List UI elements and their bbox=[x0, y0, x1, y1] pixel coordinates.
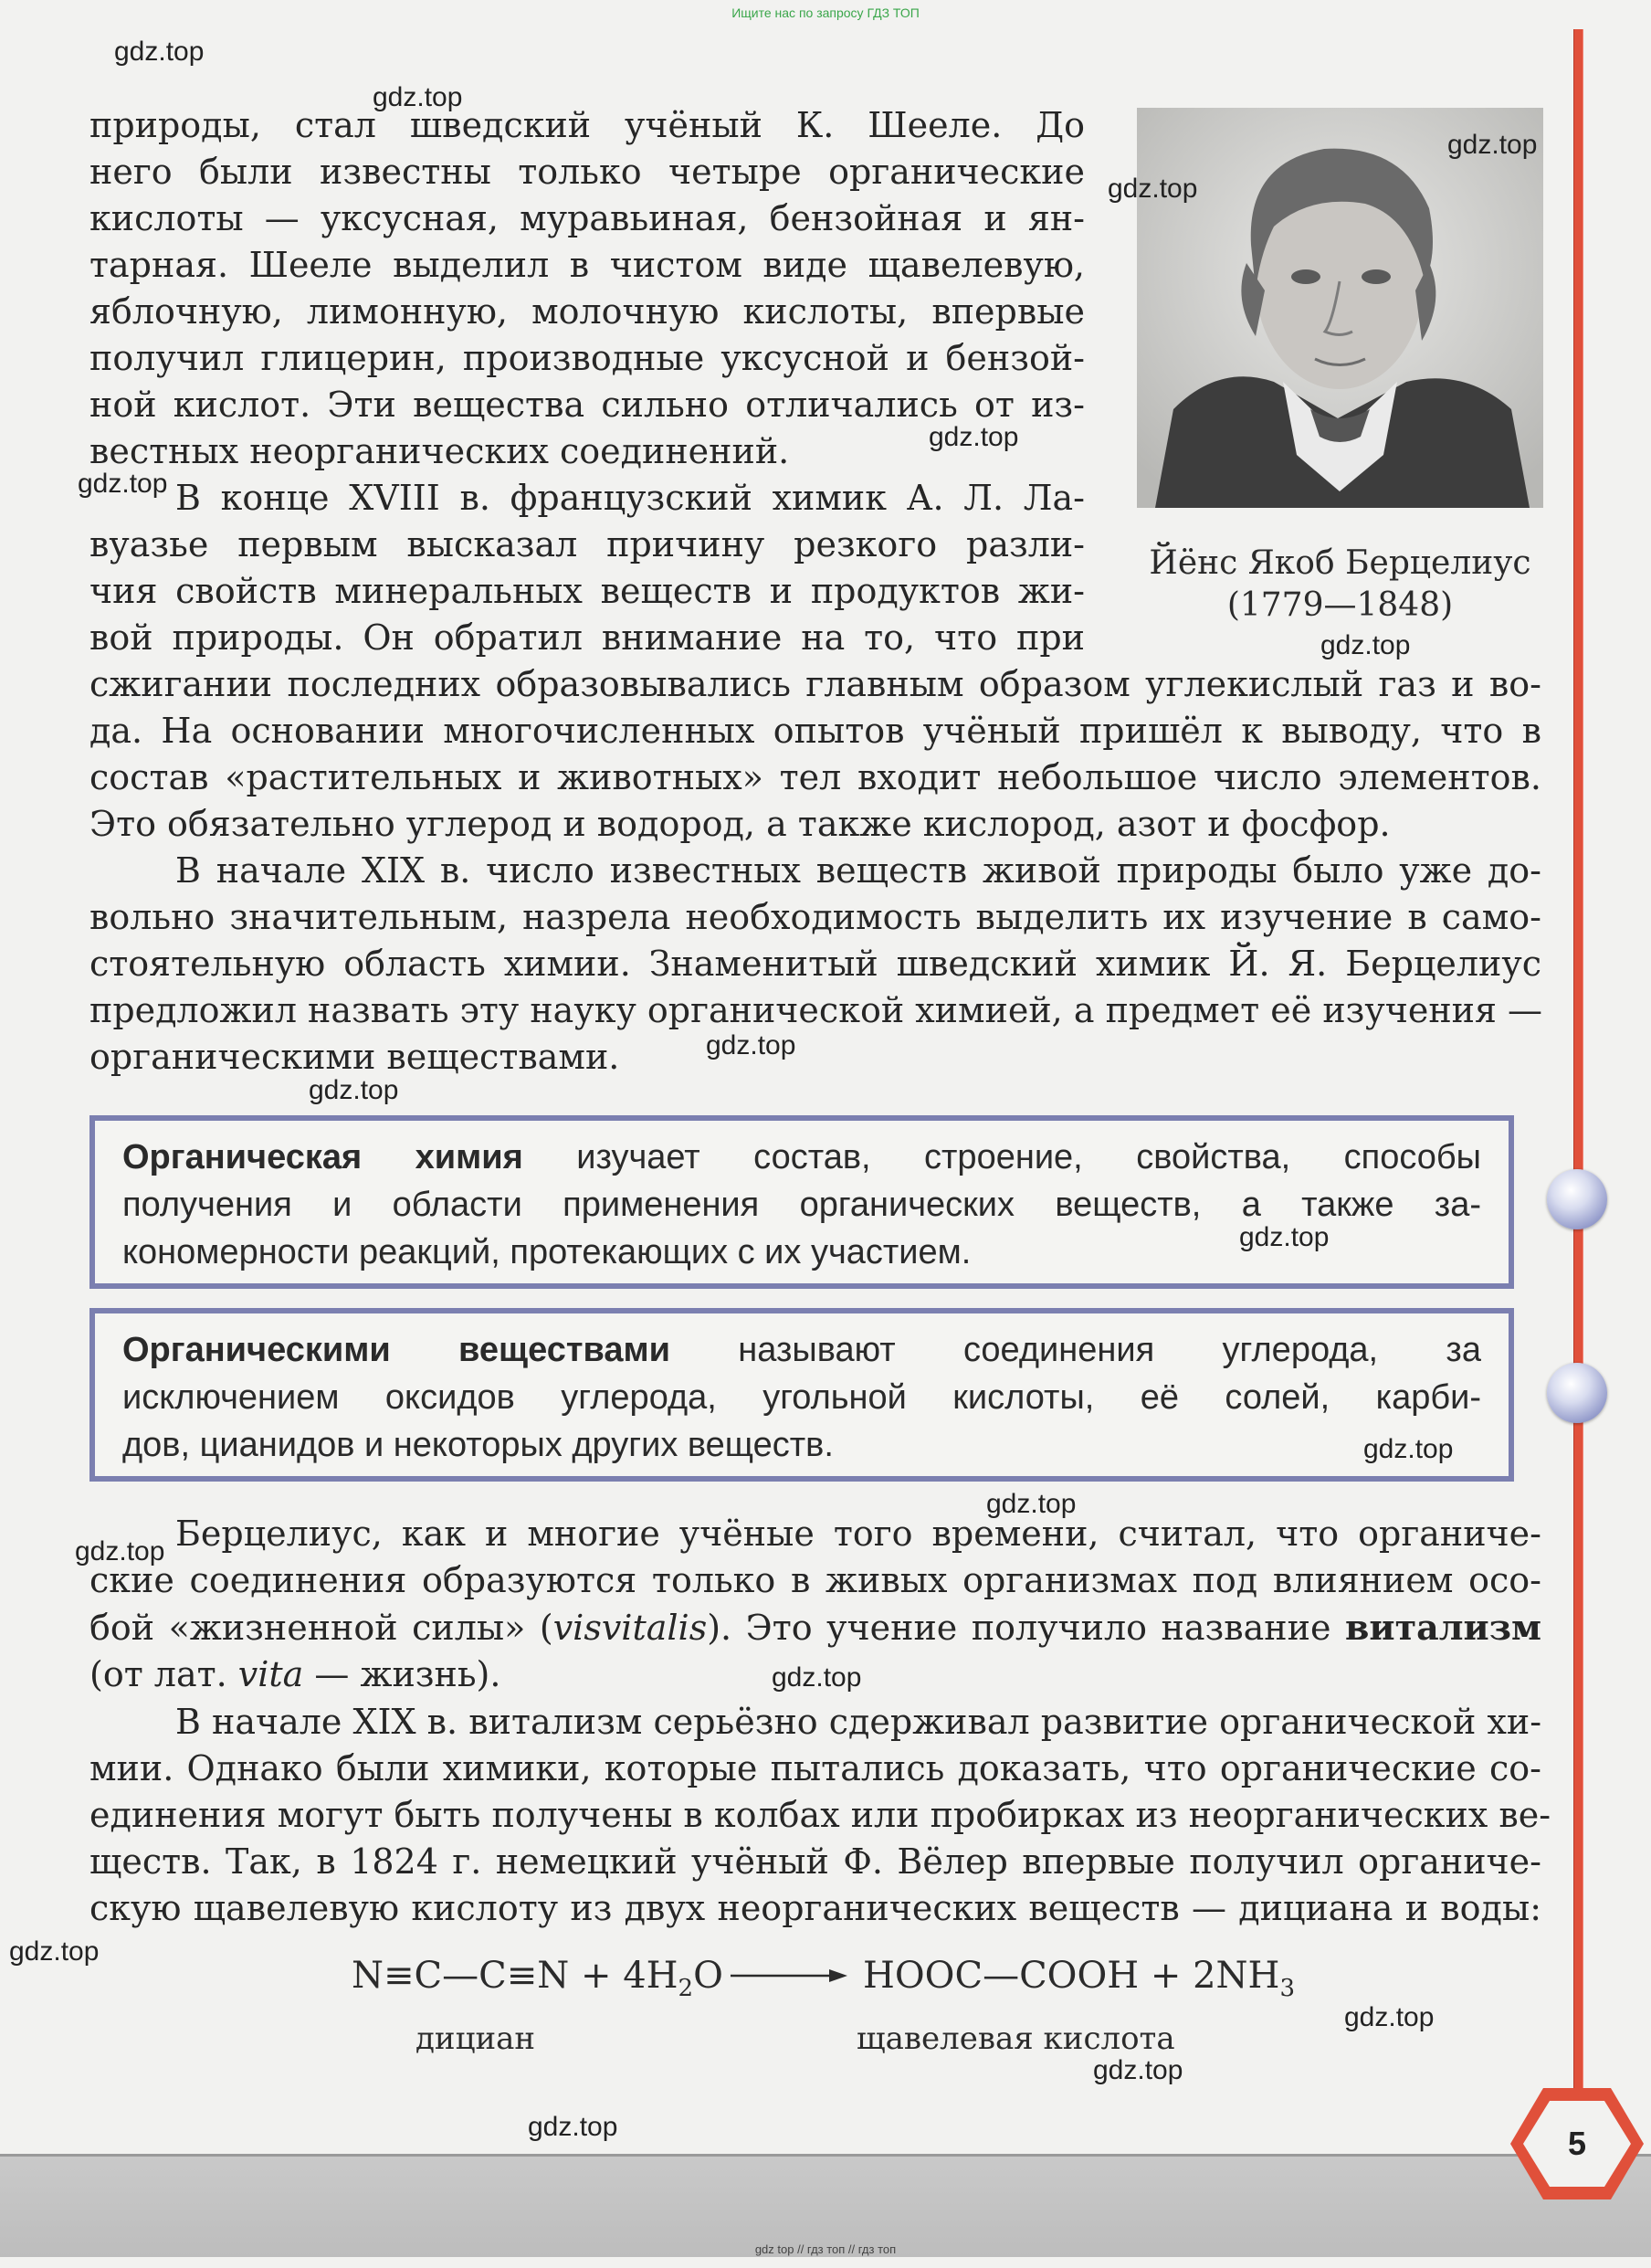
definition-text: называют соединения углерода, за bbox=[669, 1331, 1481, 1369]
text-fragment: бой «жизненной силы» ( bbox=[89, 1608, 553, 1648]
text-line: сжигании последних образовывались главным образом углекислый газ и во- bbox=[89, 664, 1541, 704]
label-dicyan: дициан bbox=[415, 2020, 536, 2057]
page-number-badge bbox=[1509, 2084, 1646, 2203]
text-fragment: (от лат. bbox=[89, 1654, 238, 1694]
text-line: В начале XIX в. число известных веществ живой природы было уже до- bbox=[175, 850, 1541, 891]
watermark: gdz.top bbox=[706, 1030, 796, 1060]
formula-subscript: 3 bbox=[1279, 1975, 1295, 2002]
latin-term: visvitalis bbox=[552, 1608, 708, 1648]
text-line bbox=[89, 1604, 1541, 1651]
portrait-caption bbox=[1114, 543, 1566, 627]
definition-line: дов, цианидов и некоторых других веществ. bbox=[122, 1426, 834, 1464]
definition-marker-2 bbox=[1547, 1363, 1607, 1423]
paragraph-scheele bbox=[89, 102, 1085, 475]
text-line: единения могут быть получены в колбах или пробирках из неорганических ве- bbox=[89, 1795, 1551, 1835]
text-line: яблочную, лимонную, молочную кислоты, впервые bbox=[89, 291, 1085, 332]
caption-name: Йёнс Якоб Берцелиус bbox=[1149, 544, 1531, 582]
text-line: вуазье первым высказал причину резкого разли- bbox=[89, 524, 1085, 564]
paragraph-lavoisier-indent bbox=[89, 475, 1085, 522]
equation-reactants bbox=[352, 1955, 723, 2002]
paragraph-berzelius bbox=[89, 894, 1541, 1081]
watermark: gdz.top bbox=[9, 1936, 100, 1967]
reaction-arrow-icon bbox=[731, 1962, 849, 1989]
watermark: gdz.top bbox=[528, 2112, 618, 2142]
equation-products bbox=[863, 1955, 1295, 2002]
paragraph-berzelius-indent bbox=[89, 848, 1541, 894]
text-line: Берцелиус, как и многие учёные того времени, считал, что органиче- bbox=[175, 1514, 1541, 1554]
text-line: ной кислот. Эти вещества сильно отличались от из- bbox=[89, 385, 1085, 425]
paragraph-lavoisier-wide bbox=[89, 661, 1541, 848]
watermark: gdz.top bbox=[1344, 2002, 1435, 2032]
watermark: gdz.top bbox=[1108, 174, 1198, 204]
definition-text: изучает состав, строение, свойства, способы bbox=[522, 1138, 1481, 1176]
text-line: В начале XIX в. витализм серьёзно сдерживал развитие органической хи- bbox=[175, 1702, 1542, 1742]
text-line: предложил назвать эту науку органической химией, а предмет её изучения — bbox=[89, 990, 1543, 1030]
text-line: ществ. Так, в 1824 г. немецкий учёный Ф. Вёлер впервые получил органиче- bbox=[89, 1841, 1541, 1882]
definition-line bbox=[122, 1326, 1481, 1374]
text-line: В конце XVIII в. французский химик А. Л. Ла- bbox=[175, 478, 1085, 518]
formula-subscript: 2 bbox=[678, 1975, 694, 2002]
definition-marker-1 bbox=[1547, 1169, 1607, 1229]
text-line: Это обязательно углерод и водород, а также кислород, азот и фосфор. bbox=[89, 804, 1391, 844]
definition-box-organic-chemistry bbox=[89, 1115, 1514, 1289]
text-line: ские соединения образуются только в живых организмах под влиянием осо- bbox=[89, 1560, 1541, 1600]
header-note: Ищите нас по запросу ГДЗ ТОП bbox=[731, 5, 920, 20]
formula-part: HOOC—COOH + 2NH bbox=[863, 1955, 1280, 1997]
text-line: тарная. Шееле выделил в чистом виде щавелевую, bbox=[89, 245, 1085, 285]
definition-line: кономерности реакций, протекающих с их участием. bbox=[122, 1233, 972, 1271]
watermark: gdz.top bbox=[1320, 630, 1411, 660]
formula-part: N≡C—C≡N + 4H bbox=[352, 1955, 678, 1997]
reaction-equation bbox=[352, 1955, 1356, 2010]
text-fragment: — жизнь). bbox=[303, 1654, 501, 1694]
text-line: да. На основании многочисленных опытов учёный пришёл к выводу, что в bbox=[89, 711, 1541, 751]
text-line: стоятельную область химии. Знаменитый шведский химик Й. Я. Берцелиус bbox=[89, 944, 1541, 984]
definition-box-organic-substances bbox=[89, 1308, 1514, 1482]
watermark: gdz.top bbox=[75, 1536, 165, 1567]
definition-line bbox=[122, 1134, 1481, 1181]
text-line: мии. Однако были химики, которые пытались доказать, что органические со- bbox=[89, 1748, 1541, 1788]
definition-line: исключением оксидов углерода, угольной кислоты, её солей, карби- bbox=[122, 1378, 1481, 1417]
label-oxalic-acid: щавелевая кислота bbox=[857, 2020, 1175, 2057]
text-line: органическими веществами. bbox=[89, 1037, 620, 1077]
watermark: gdz.top bbox=[309, 1075, 399, 1105]
text-line: скую щавелевую кислоту из двух неорганических веществ — дициана и воды: bbox=[89, 1888, 1541, 1928]
caption-years: (1779—1848) bbox=[1226, 586, 1454, 624]
formula-part: O bbox=[693, 1955, 723, 1997]
watermark: gdz.top bbox=[373, 82, 463, 112]
text-line: состав «растительных и животных» тел входит небольшое число элементов. bbox=[89, 757, 1541, 797]
definition-line: получения и области применения органических веществ, а также за- bbox=[122, 1186, 1481, 1224]
margin-accent-line bbox=[1573, 29, 1583, 2157]
watermark: gdz.top bbox=[929, 422, 1019, 452]
text-line: вой природы. Он обратил внимание на то, что при bbox=[89, 617, 1085, 658]
paragraph-vitalism-indent bbox=[89, 1511, 1541, 1557]
text-line: вестных неорганических соединений. bbox=[89, 431, 790, 471]
text-line: получил глицерин, производные уксусной и бензой- bbox=[89, 338, 1085, 378]
footer-note: gdz top // гдз топ // гдз топ bbox=[754, 2242, 897, 2256]
text-line: вольно значительным, назрела необходимость выделить их изучение в само- bbox=[89, 897, 1541, 937]
paragraph-lavoisier-narrow bbox=[89, 522, 1085, 661]
text-fragment: ). Это учение получило название bbox=[707, 1608, 1345, 1648]
portrait-image bbox=[1137, 108, 1543, 508]
portrait-berzelius bbox=[1137, 108, 1543, 508]
watermark: gdz.top bbox=[1447, 130, 1538, 160]
watermark: gdz.top bbox=[772, 1662, 862, 1693]
watermark: gdz.top bbox=[986, 1489, 1077, 1519]
latin-term: vita bbox=[237, 1654, 304, 1694]
page-number: 5 bbox=[1567, 2125, 1587, 2162]
watermark: gdz.top bbox=[1363, 1434, 1454, 1464]
text-line: него были известны только четыре органические bbox=[89, 152, 1085, 192]
paragraph-wohler bbox=[89, 1746, 1551, 1932]
watermark: gdz.top bbox=[1093, 2055, 1183, 2085]
term-vitalism: витализм bbox=[1345, 1607, 1541, 1648]
text-line: чия свойств минеральных веществ и продуктов жи- bbox=[89, 571, 1085, 611]
definition-term: Органическая химия bbox=[122, 1138, 523, 1176]
watermark: gdz.top bbox=[1239, 1222, 1330, 1252]
watermark: gdz.top bbox=[114, 37, 205, 67]
definition-term: Органическими веществами bbox=[122, 1331, 670, 1369]
watermark: gdz.top bbox=[78, 469, 168, 499]
text-line: кислоты — уксусная, муравьиная, бензойная и ян- bbox=[89, 198, 1085, 238]
text-line: природы, стал шведский учёный К. Шееле. До bbox=[89, 105, 1085, 145]
paragraph-wohler-indent bbox=[89, 1699, 1541, 1746]
